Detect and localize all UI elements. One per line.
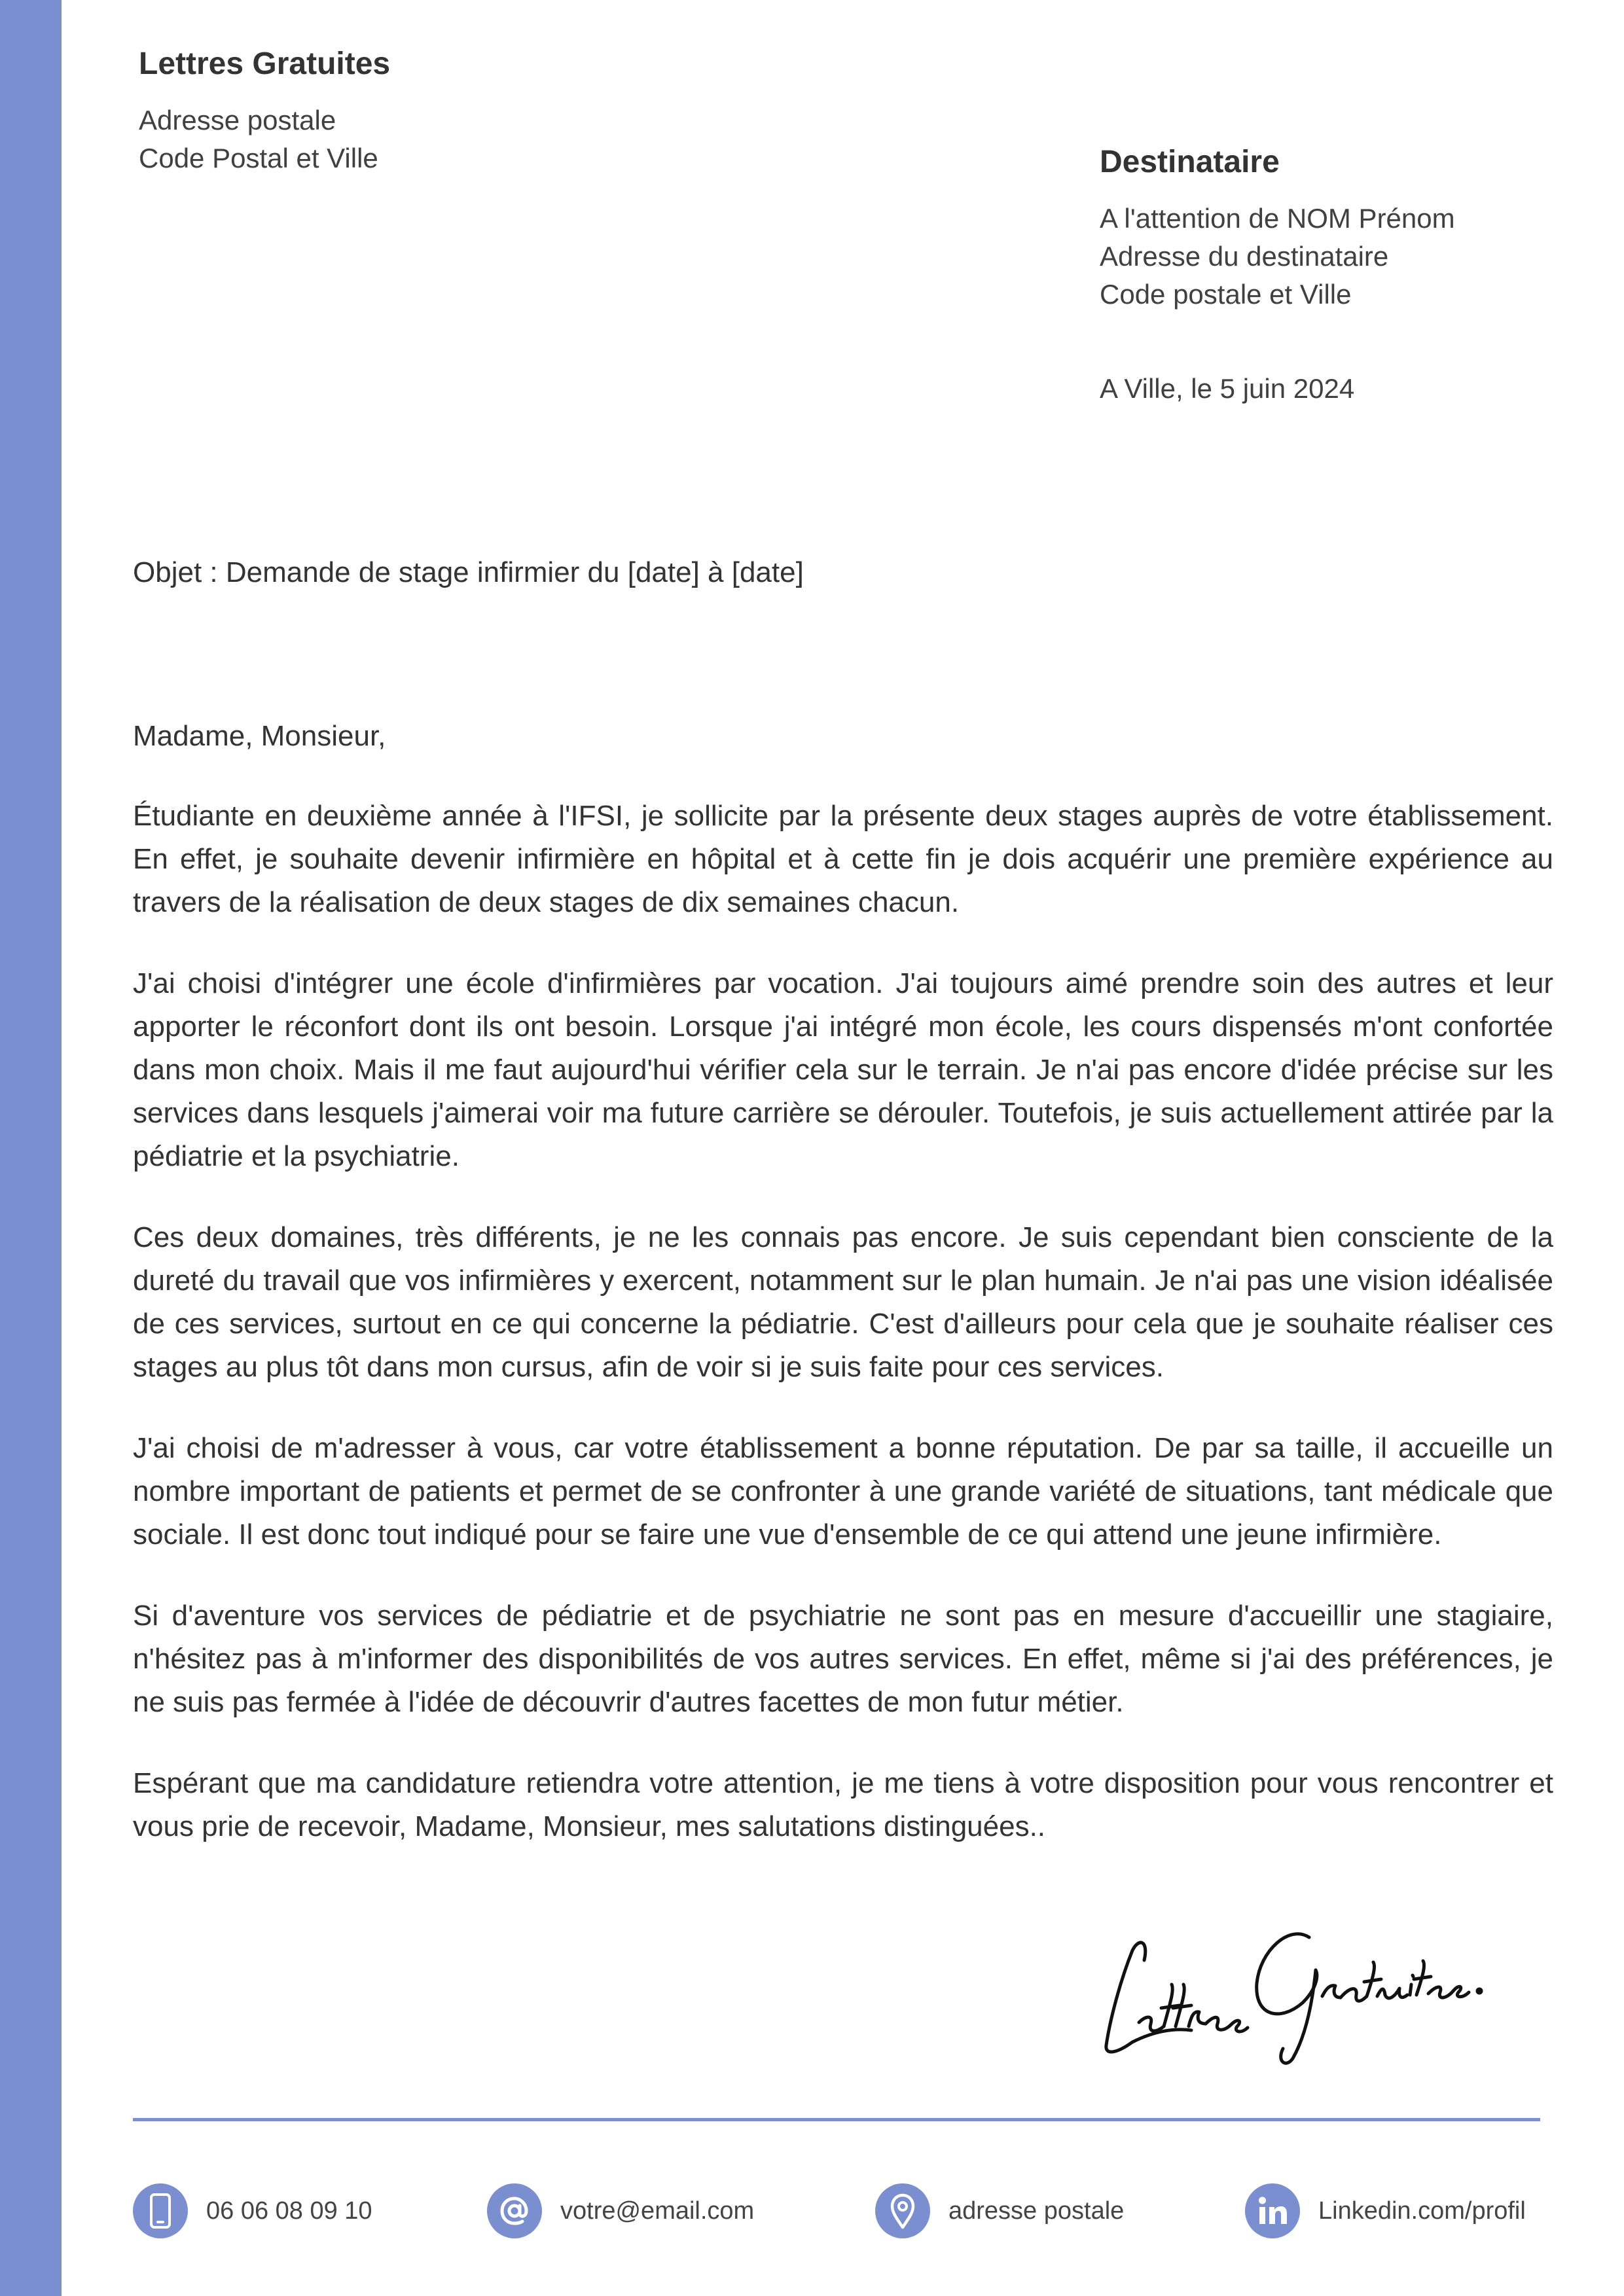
recipient-block xyxy=(1100,144,1455,314)
location-pin-icon xyxy=(875,2183,930,2238)
footer-phone xyxy=(133,2183,372,2238)
footer-email xyxy=(487,2183,754,2238)
body-paragraph: Si d'aventure vos services de pédiatrie et de psychiatrie ne sont pas en mesure d'accueillir une stagiaire, n'hésitez pas à m'informer des disponibilités de vos autres services. En effet, même si j'ai des préférences, je ne suis pas fermée à l'idée de découvrir d'autres facettes de mon futur métier. xyxy=(133,1600,1553,1718)
footer-divider xyxy=(133,2118,1540,2121)
sender-city-line: Code Postal et Ville xyxy=(139,143,378,173)
recipient-attention-line: A l'attention de NOM Prénom xyxy=(1100,203,1455,234)
body-paragraph: J'ai choisi d'intégrer une école d'infirmières par vocation. J'ai toujours aimé prendre soin des autres et leur apporter le réconfort dont ils ont besoin. Lorsque j'ai intégré mon école, les cours dispensés m'ont confortée dans mon choix. Mais il me faut aujourd'hui vérifier cela sur le terrain. Je n'ai pas encore d'idée précise sur les services dans lesquels j'aimerai voir ma future carrière se dérouler. Toutefois, je suis actuellement attirée par la pédiatrie et la psychiatrie. xyxy=(133,967,1553,1172)
at-icon xyxy=(487,2183,542,2238)
sender-address-line: Adresse postale xyxy=(139,105,336,135)
handwritten-signature xyxy=(1093,1911,1486,2068)
letter-date: A Ville, le 5 juin 2024 xyxy=(1100,373,1355,404)
footer-address xyxy=(875,2183,1124,2238)
salutation: Madame, Monsieur, xyxy=(133,720,386,752)
sender-name: Lettres Gratuites xyxy=(139,46,391,81)
linkedin-icon xyxy=(1245,2183,1300,2238)
linkedin-profile: Linkedin.com/profil xyxy=(1318,2197,1526,2225)
recipient-title: Destinataire xyxy=(1100,145,1280,179)
recipient-city-line: Code postale et Ville xyxy=(1100,279,1352,310)
letter-body xyxy=(133,715,1553,1886)
sidebar-accent-band xyxy=(0,0,62,2296)
sender-block xyxy=(139,46,390,177)
recipient-address-line: Adresse du destinataire xyxy=(1100,241,1389,272)
body-paragraph: Étudiante en deuxième année à l'IFSI, je sollicite par la présente deux stages auprès de votre établissement. En effet, je souhaite devenir infirmière en hôpital et à cette fin je dois acquérir une première expérience au travers de la réalisation de deux stages de dix semaines chacun. xyxy=(133,800,1553,918)
body-paragraph: J'ai choisi de m'adresser à vous, car votre établissement a bonne réputation. De par sa taille, il accueille un nombre important de patients et permet de se confronter à une grande variété de situations, tant médicale que sociale. Il est donc tout indiqué pour se faire une vue d'ensemble de ce qui attend une jeune infirmière. xyxy=(133,1432,1553,1551)
body-paragraph: Ces deux domaines, très différents, je ne les connais pas encore. Je suis cependant bien consciente de la dureté du travail que vos infirmières y exercent, notamment sur le plan humain. Je n'ai pas une vision idéalisée de ces services, surtout en ce qui concerne la pédiatrie. C'est d'ailleurs pour cela que je souhaite réaliser ces stages au plus tôt dans mon cursus, afin de voir si je suis faite pour ces services. xyxy=(133,1221,1553,1383)
body-paragraph: Espérant que ma candidature retiendra votre attention, je me tiens à votre disposition pour vous rencontrer et vous prie de recevoir, Madame, Monsieur, mes salutations distinguées.. xyxy=(133,1767,1553,1842)
letter-subject: Objet : Demande de stage infirmier du [date] à [date] xyxy=(133,556,804,588)
phone-icon xyxy=(133,2183,188,2238)
postal-address: adresse postale xyxy=(948,2197,1125,2225)
footer-linkedin xyxy=(1245,2183,1526,2238)
email-address: votre@email.com xyxy=(560,2197,755,2225)
phone-number: 06 06 08 09 10 xyxy=(206,2197,372,2225)
